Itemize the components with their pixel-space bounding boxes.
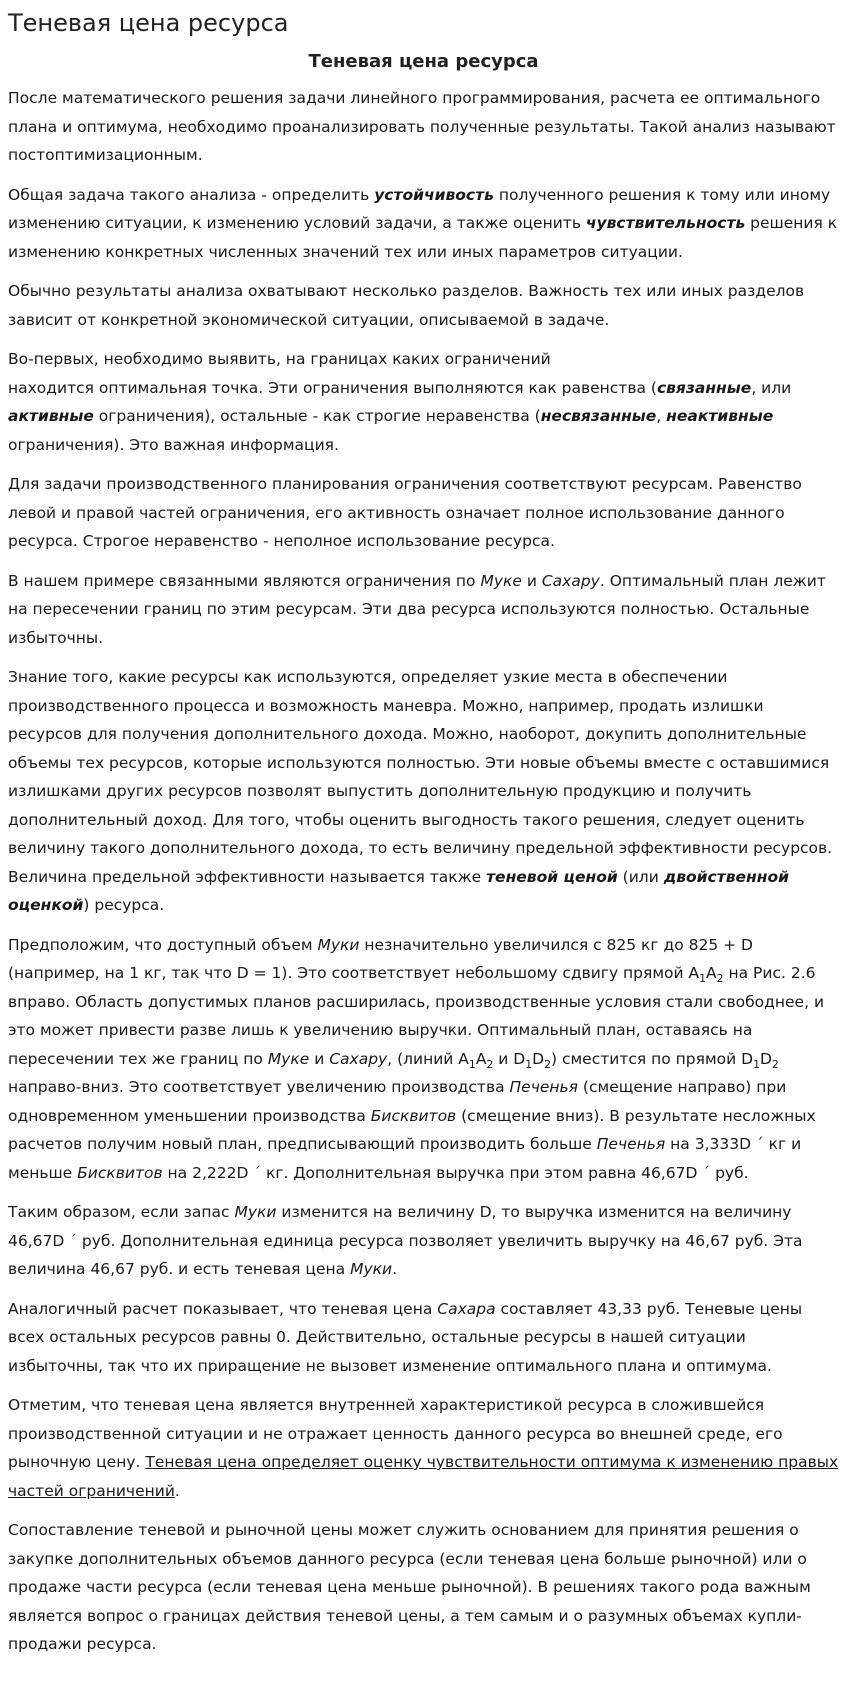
term-stability: устойчивость — [374, 185, 494, 204]
term-unbound: несвязанные — [540, 407, 657, 425]
paragraph-10: Аналогичный расчет показывает, что теневая цена Сахара составляет 43,33 руб. Теневые цены всех остальных ресурсов равны 0. Действительно, остальные ресурсы в нашей ситуации избыточны, так что их приращение не вызовет изменение оптимального плана и оптимума. — [8, 1299, 803, 1375]
paragraph-12: Сопоставление теневой и рыночной цены может служить основанием для принятия решения о закупке дополнительных объемов данного ресурса (если теневая цена больше рыночной) или о продаже части ресурса (если теневая цена меньше рыночной). В решениях такого рода важным является вопрос о границах действия теневой цены, а тем самым и о разумных объемах купли-продажи ресурса. — [8, 1521, 811, 1653]
term-active: активные — [8, 407, 94, 425]
paragraph-8: Предположим, что доступный объем Муки незначительно увеличился с 825 кг до 825 + D (например, на 1 кг, так что D = 1). Это соответствует небольшому сдвигу прямой $A_1A_2$ на Рис. 2.6 вправо. Область допустимых планов расширилась, производственные условия стали свободнее, и это может привести разве лишь к увеличению выручки. Оптимальный план, оставаясь на пересечении тех же границ по Муке и Сахару, (линий $A_1A_2$ и $D_1D_2$) сместится по прямой $D_1D_2$ направо-вниз. Это соответствует увеличению производства Печенья (смещение направо) при одновременном уменьшении производства Бисквитов (смещение вниз). В результате несложных расчетов получим новый план, предписывающий производить больше Печенья на 3,333D ´ кг и меньше Бисквитов на 2,222D ´ кг. Дополнительная выручка при этом равна 46,67D ´ руб. — [8, 935, 825, 1182]
paragraph-1: После математического решения задачи линейного программирования, расчета ее оптимального плана и оптимума, необходимо проанализировать полученные результаты. Такой анализ называют постоптимизационным. — [8, 89, 836, 164]
term-dual-estimate: двойственной оценкой — [8, 867, 789, 914]
paragraph-9: Таким образом, если запас Муки изменится на величину D, то выручка изменится на величину 46,67D ´ руб. Дополнительная единица ресурса позволяет увеличить выручку на 46,67 руб. Эта величина 46,67 руб. и есть теневая цена Муки. — [8, 1203, 803, 1278]
term-inactive: неактивные — [666, 407, 774, 425]
paragraph-3: Обычно результаты анализа охватывают несколько разделов. Важность тех или иных разделов зависит от конкретной экономической ситуации, описываемой в задаче. — [8, 282, 805, 329]
paragraph-4: Во-первых, необходимо выявить, на границах каких ограничений находится оптимальная точка. Эти ограничения выполняются как равенства (связанные, или активные ограничения), остальные - как строгие неравенства (несвязанные, неактивные ограничения). Это важная информация. — [8, 350, 792, 454]
paragraph-2: Общая задача такого анализа - определить устойчивость полученного решения к тому или иному изменению ситуации, к изменению условий задачи, а также оценить чувствительность решения к изменению конкретных численных значений тех или иных параметров ситуации. — [8, 185, 838, 261]
term-shadow-price: теневой ценой — [486, 867, 618, 886]
paragraph-11: Отметим, что теневая цена является внутренней характеристикой ресурса в сложившейся производственной ситуации и не отражает ценность данного ресурса во внешней среде, его рыночную цену. Теневая цена определяет оценку чувствительности оптимума к изменению правых частей ограничений. — [8, 1396, 839, 1500]
term-sensitivity: чувствительность — [585, 214, 746, 232]
paragraph-7: Знание того, какие ресурсы как используются, определяет узкие места в обеспечении производственного процесса и возможность маневра. Можно, например, продать излишки ресурсов для получения дополнительного дохода. Можно, наоборот, докупить дополнительные объемы тех ресурсов, которые используются полностью. Эти новые объемы вместе с оставшимися излишками других ресурсов позволят выпустить дополнительную продукцию и получить дополнительный доход. Для того, чтобы оценить выгодность такого решения, следует оценить величину такого дополнительного дохода, то есть величину предельной эффективности ресурсов. Величина предельной эффективности называется также теневой ценой (или двойственной оценкой) ресурса. — [8, 668, 833, 914]
paragraph-6: В нашем примере связанными являются ограничения по Муке и Сахару. Оптимальный план лежит на пересечении границ по этим ресурсам. Эти два ресурса используются полностью. Остальные избыточны. — [8, 571, 826, 647]
paragraph-5: Для задачи производственного планирования ограничения соответствуют ресурсам. Равенство левой и правой частей ограничения, его активность означает полное использование данного ресурса. Строгое неравенство - неполное использование ресурса. — [8, 475, 802, 550]
document-heading: Теневая цена ресурса — [308, 51, 539, 72]
term-bound: связанные — [656, 378, 752, 397]
page-title: Теневая цена ресурса — [8, 9, 289, 37]
key-statement: Теневая цена определяет оценку чувствительности оптимума к изменению правых частей ограничений — [8, 1453, 839, 1500]
